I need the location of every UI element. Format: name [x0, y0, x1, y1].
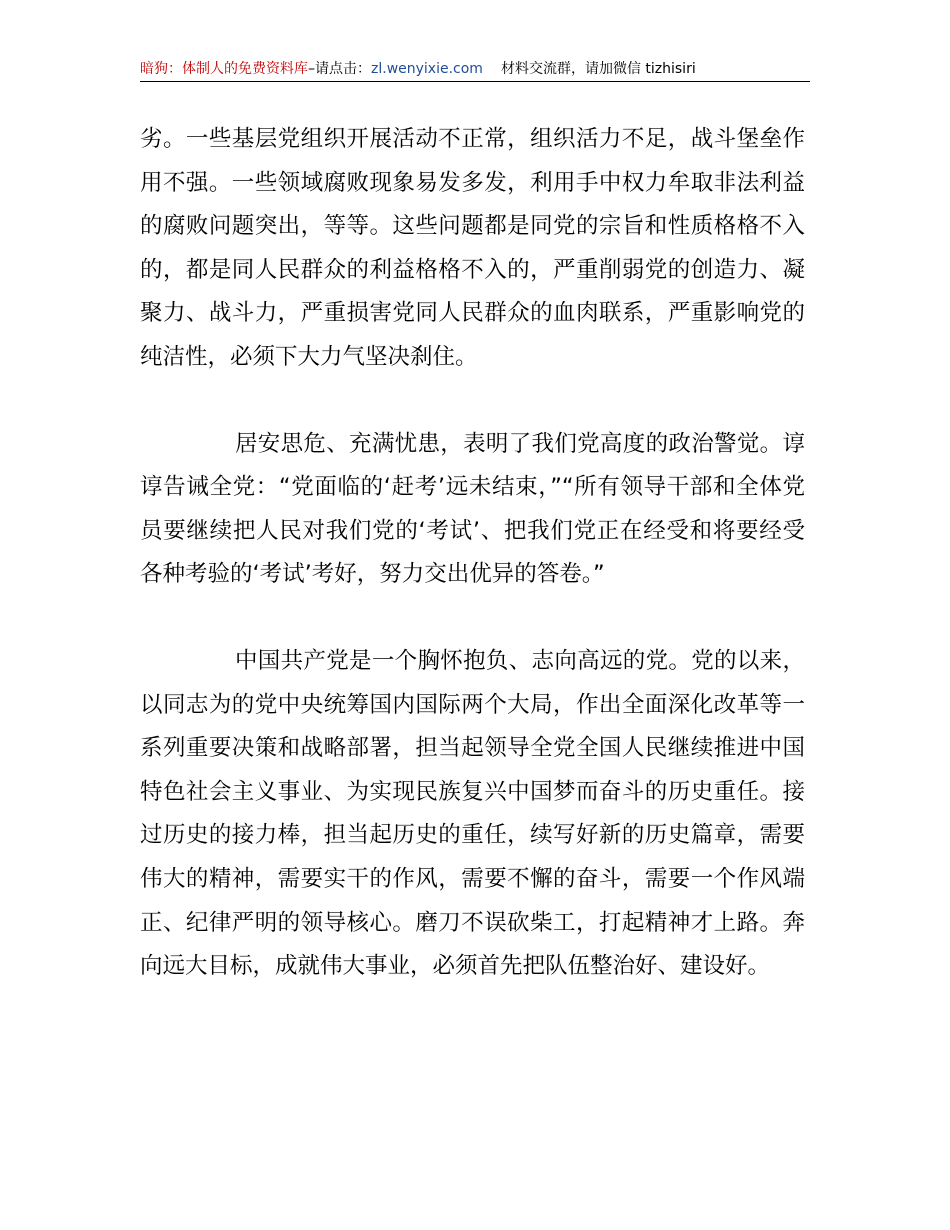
paragraph-1: 劣。一些基层党组织开展活动不正常，组织活力不足，战斗堡垒作用不强。一些领域腐败现象易发多发，利用手中权力牟取非法利益的腐败问题突出，等等。这些问题都是同党的宗旨和性质格格不入的，都是同人民群众的利益格格不入的，严重削弱党的创造力、凝聚力、战斗力，严重损害党同人民群众的血肉联系，严重影响党的纯洁性，必须下大力气坚决刹住。 — [140, 126, 805, 370]
paragraph-3: 中国共产党是一个胸怀抱负、志向高远的党。党的以来，以同志为的党中央统筹国内国际两个大局，作出全面深化改革等一系列重要决策和战略部署，担当起领导全党全国人民继续推进中国特色社会主义事业、为实现民族复兴中国梦而奋斗的历史重任。接过历史的接力棒，担当起历史的重任，续写好新的历史篇章，需要伟大的精神，需要实干的作风，需要不懈的奋斗，需要一个作风端正、纪律严明的领导核心。磨刀不误砍柴工，打起精神才上路。奔向远大目标，成就伟大事业，必须首先把队伍整治好、建设好。 — [140, 647, 805, 980]
page-header — [140, 60, 810, 78]
header-brand: 暗狗：体制人的免费资料库 — [140, 61, 308, 77]
header-url-link[interactable]: zl.wenyixie.com — [371, 61, 483, 77]
paragraph-2: 居安思危、充满忧患，表明了我们党高度的政治警觉。谆谆告诫全党：“党面临的‘赶考’远未结束，”“所有领导干部和全体党员要继续把人民对我们党的‘考试’、把我们党正在经受和将要经受各种考验的‘考试’考好，努力交出优异的答卷。” — [140, 430, 805, 588]
header-prompt: –请点击： — [308, 61, 371, 77]
document-body — [140, 118, 805, 1032]
header-group-note: 材料交流群，请加微信 tizhisiri — [500, 61, 696, 77]
header-divider — [140, 81, 810, 82]
